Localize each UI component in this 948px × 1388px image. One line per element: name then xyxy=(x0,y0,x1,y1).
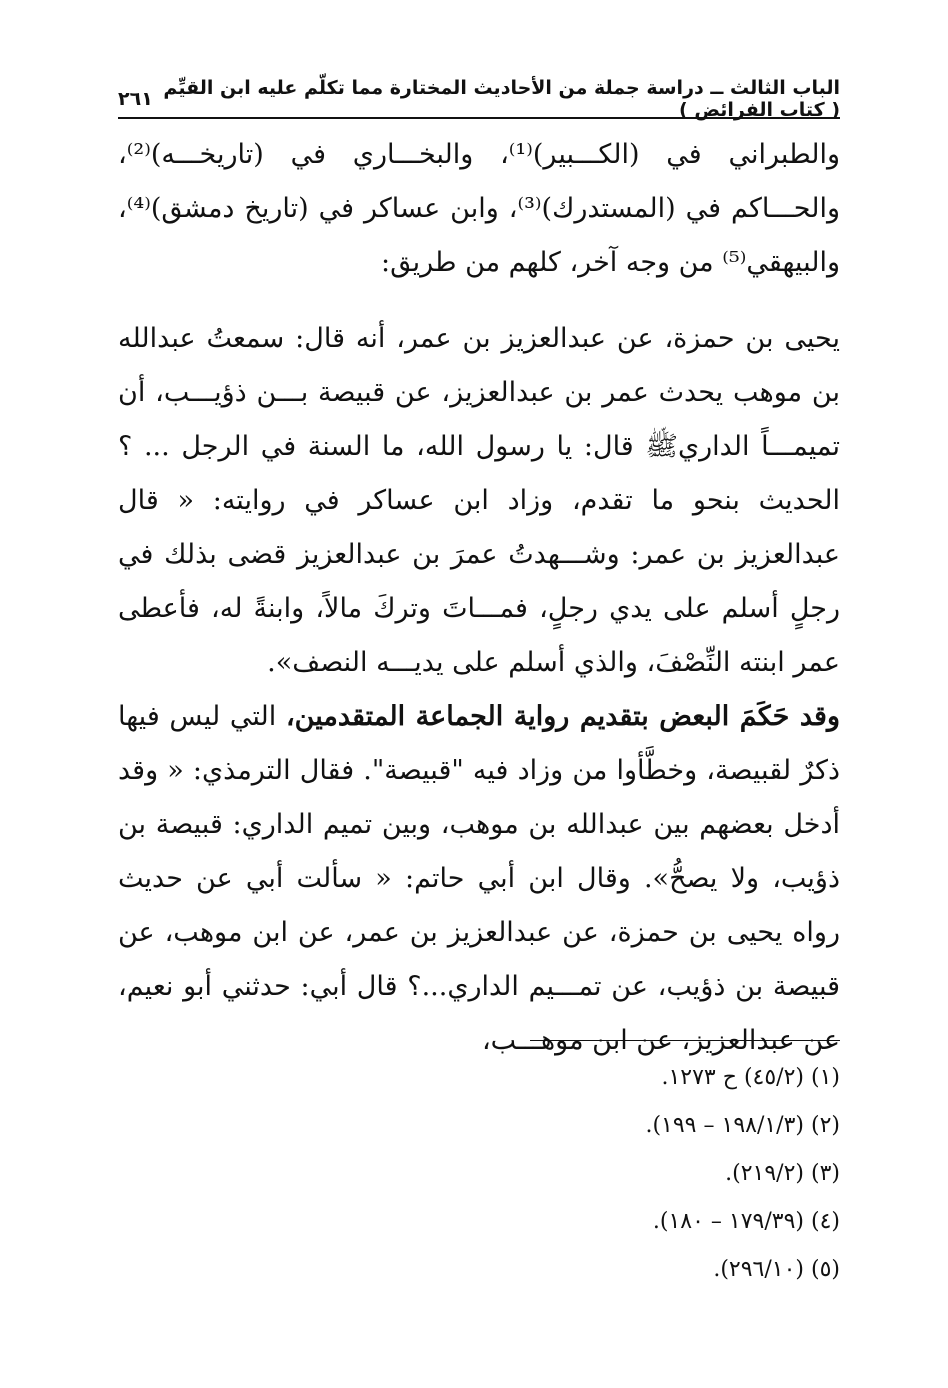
footnote-2: (٢) (١٩٨/١/٣ – ١٩٩). xyxy=(645,1113,840,1138)
paragraph-3-text: التي ليس فيها ذكرٌ لقبيصة، وخطَّأوا من وزاد فيه "قبيصة". فقال الترمذي: « وقد أدخل بعضهم بين عبدالله بن موهب، وبين تميم الداري: قبيصة بن ذؤيب، ولا يصحُّ». وقال ابن أبي حاتم: « سألت أبي عن حديث رواه يحيى بن حمزة، عن عبدالعزيز بن عمر، عن ابن موهب، عن قبيصة بن ذؤيب، عن تمـــيم الداري...؟ قال أبي: حدثني أبو نعيم، عن عبدالعزيز، عن ابن موهـــب، xyxy=(118,701,840,1056)
footnote-rule xyxy=(530,1040,840,1041)
page-number: ٢٦١ xyxy=(118,88,153,110)
page-header xyxy=(118,77,840,121)
paragraph-3-bold-lead: وقد حَكَمَ البعض بتقديم رواية الجماعة المتقدمين، xyxy=(285,701,840,732)
paragraph-2: يحيى بن حمزة، عن عبدالعزيز بن عمر، أنه قال: سمعتُ عبدالله بن موهب يحدث عمر بن عبدالعزيز، عن قبيصة بـــن ذؤيـــب، أن تميمـــاً الداريﷺ قال: يا رسول الله، ما السنة في الرجل ... ؟ الحديث بنحو ما تقدم، وزاد ابن عساكر في روايته: « قال عبدالعزيز بن عمر: وشـــهدتُ عمرَ بن عبدالعزيز قضى بذلك في رجلٍ أسلم على يدي رجلٍ، فمـــاتَ وتركَ مالاً، وابنةً له، فأعطى عمر ابنته النِّصْفَ، والذي أسلم على يديـــه النصف». xyxy=(118,323,840,678)
footnote-5: (٥) (٢٩٦/١٠). xyxy=(713,1257,840,1282)
footnote-3: (٣) (٢١٩/٢). xyxy=(725,1161,840,1186)
footnotes xyxy=(540,1054,840,1294)
running-title: الباب الثالث ــ دراسة جملة من الأحاديث المختارة مما تكلّم عليه ابن القيِّم ( كتاب الفرائض ) xyxy=(163,77,840,121)
footnote-1: (١) (٤٥/٢) ح ١٢٧٣. xyxy=(661,1065,840,1090)
paragraph-3 xyxy=(118,690,840,1068)
paragraph-1: والطبراني في (الكـــبير)⁽¹⁾، والبخـــاري في (تاريخـــه)⁽²⁾، والحـــاكم في (المستدرك)⁽³⁾، وابن عساكر في (تاريخ دمشق)⁽⁴⁾، والبيهقي⁽⁵⁾ من وجه آخر، كلهم من طريق: xyxy=(118,139,840,278)
footnote-4: (٤) (١٧٩/٣٩ – ١٨٠). xyxy=(652,1209,840,1234)
header-rule xyxy=(118,117,840,119)
